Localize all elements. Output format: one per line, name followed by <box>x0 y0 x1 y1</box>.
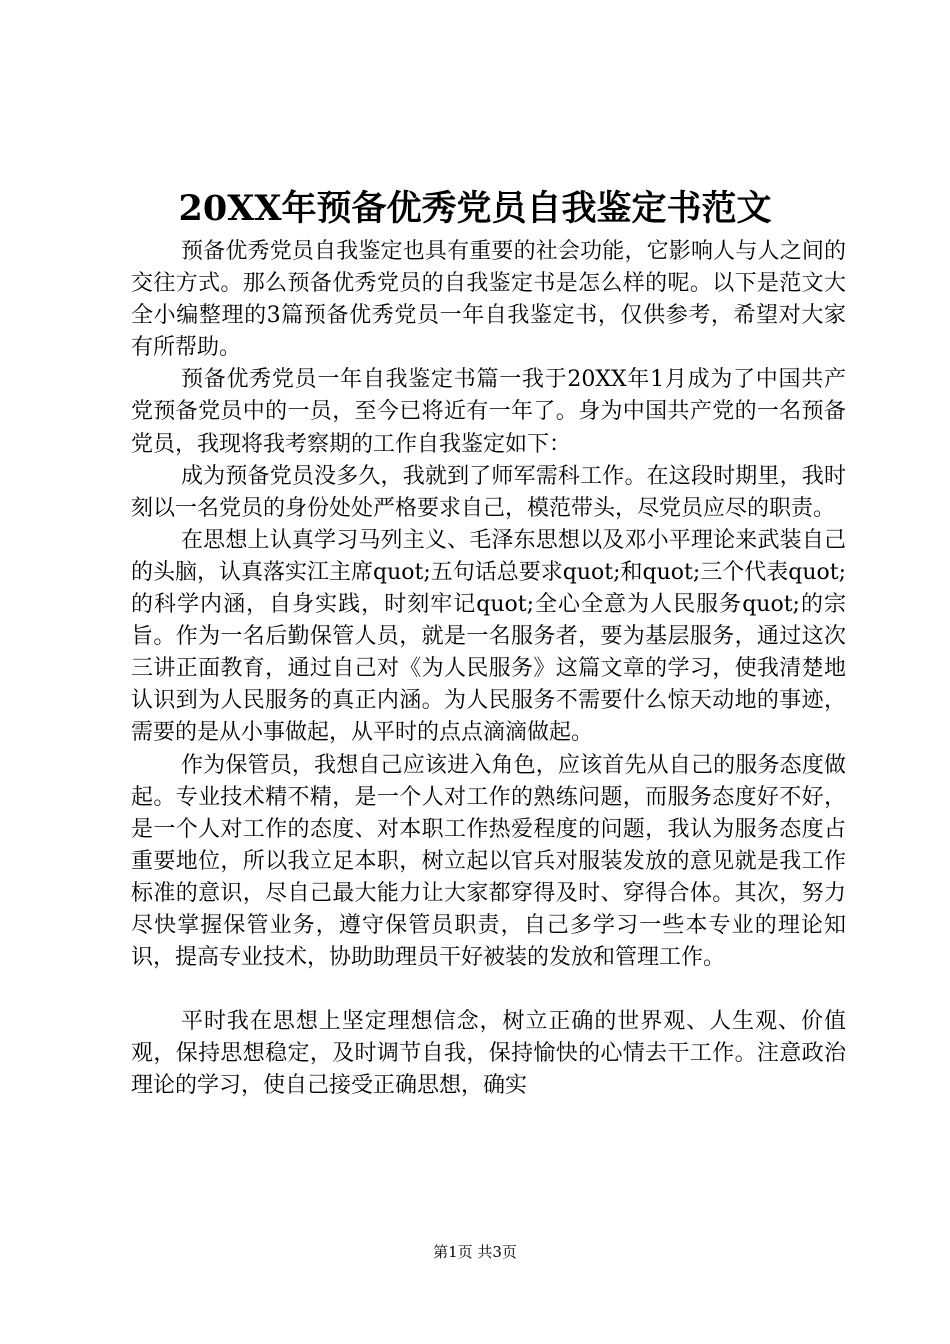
paragraph-service-attitude: 作为保管员，我想自己应该进入角色，应该首先从自己的服务态度做起。专业技术精不精，是一个人对工作的熟练问题，而服务态度好不好，是一个人对工作的态度、对本职工作热爱程度的问题，我认为服务态度占重要地位，所以我立足本职，树立起以官兵对服装发放的意见就是我工作标准的意识，尽自己最大能力让大家都穿得及时、穿得合体。其次，努力尽快掌握保管业务，遵守保管员职责，自己多学习一些本专业的理论知识，提高专业技术，协助助理员干好被装的发放和管理工作。 <box>131 752 846 971</box>
paragraph-intro: 预备优秀党员自我鉴定也具有重要的社会功能，它影响人与人之间的交往方式。那么预备优秀党员的自我鉴定书是怎么样的呢。以下是范文大全小编整理的3篇预备优秀党员一年自我鉴定书，仅供参考，希望对大家有所帮助。 <box>131 239 846 361</box>
document-body <box>131 236 846 1102</box>
paragraph-ideological-study: 在思想上认真学习马列主义、毛泽东思想以及邓小平理论来武装自己的头脑，认真落实江主席quot;五句话总要求quot;和quot;三个代表quot;的科学内涵，自身实践，时刻牢记quot;全心全意为人民服务quot;的宗旨。作为一名后勤保管人员，就是一名服务者，要为基层服务，通过这次三讲正面教育，通过自己对《为人民服务》这篇文章的学习，使我清楚地认识到为人民服务的真正内涵。为人民服务不需要什么惊天动地的事迹，需要的是从小事做起，从平时的点点滴滴做起。 <box>131 527 847 746</box>
paragraph-opening: 预备优秀党员一年自我鉴定书篇一我于20XX年1月成为了中国共产党预备党员中的一员，至今已将近有一年了。身为中国共产党的一名预备党员，我现将我考察期的工作自我鉴定如下： <box>131 367 846 457</box>
paragraph-daily-conduct: 平时我在思想上坚定理想信念，树立正确的世界观、人生观、价值观，保持思想稳定，及时调节自我，保持愉快的心情去干工作。注意政治理论的学习，使自己接受正确思想，确实 <box>131 1009 846 1099</box>
page-number-footer: 第1页 共3页 <box>433 1243 517 1261</box>
paragraph-work-assignment: 成为预备党员没多久，我就到了师军需科工作。在这段时期里，我时刻以一名党员的身份处处严格要求自己，模范带头，尽党员应尽的职责。 <box>131 463 846 521</box>
document-title: 20XX年预备优秀党员自我鉴定书范文 <box>178 188 772 229</box>
